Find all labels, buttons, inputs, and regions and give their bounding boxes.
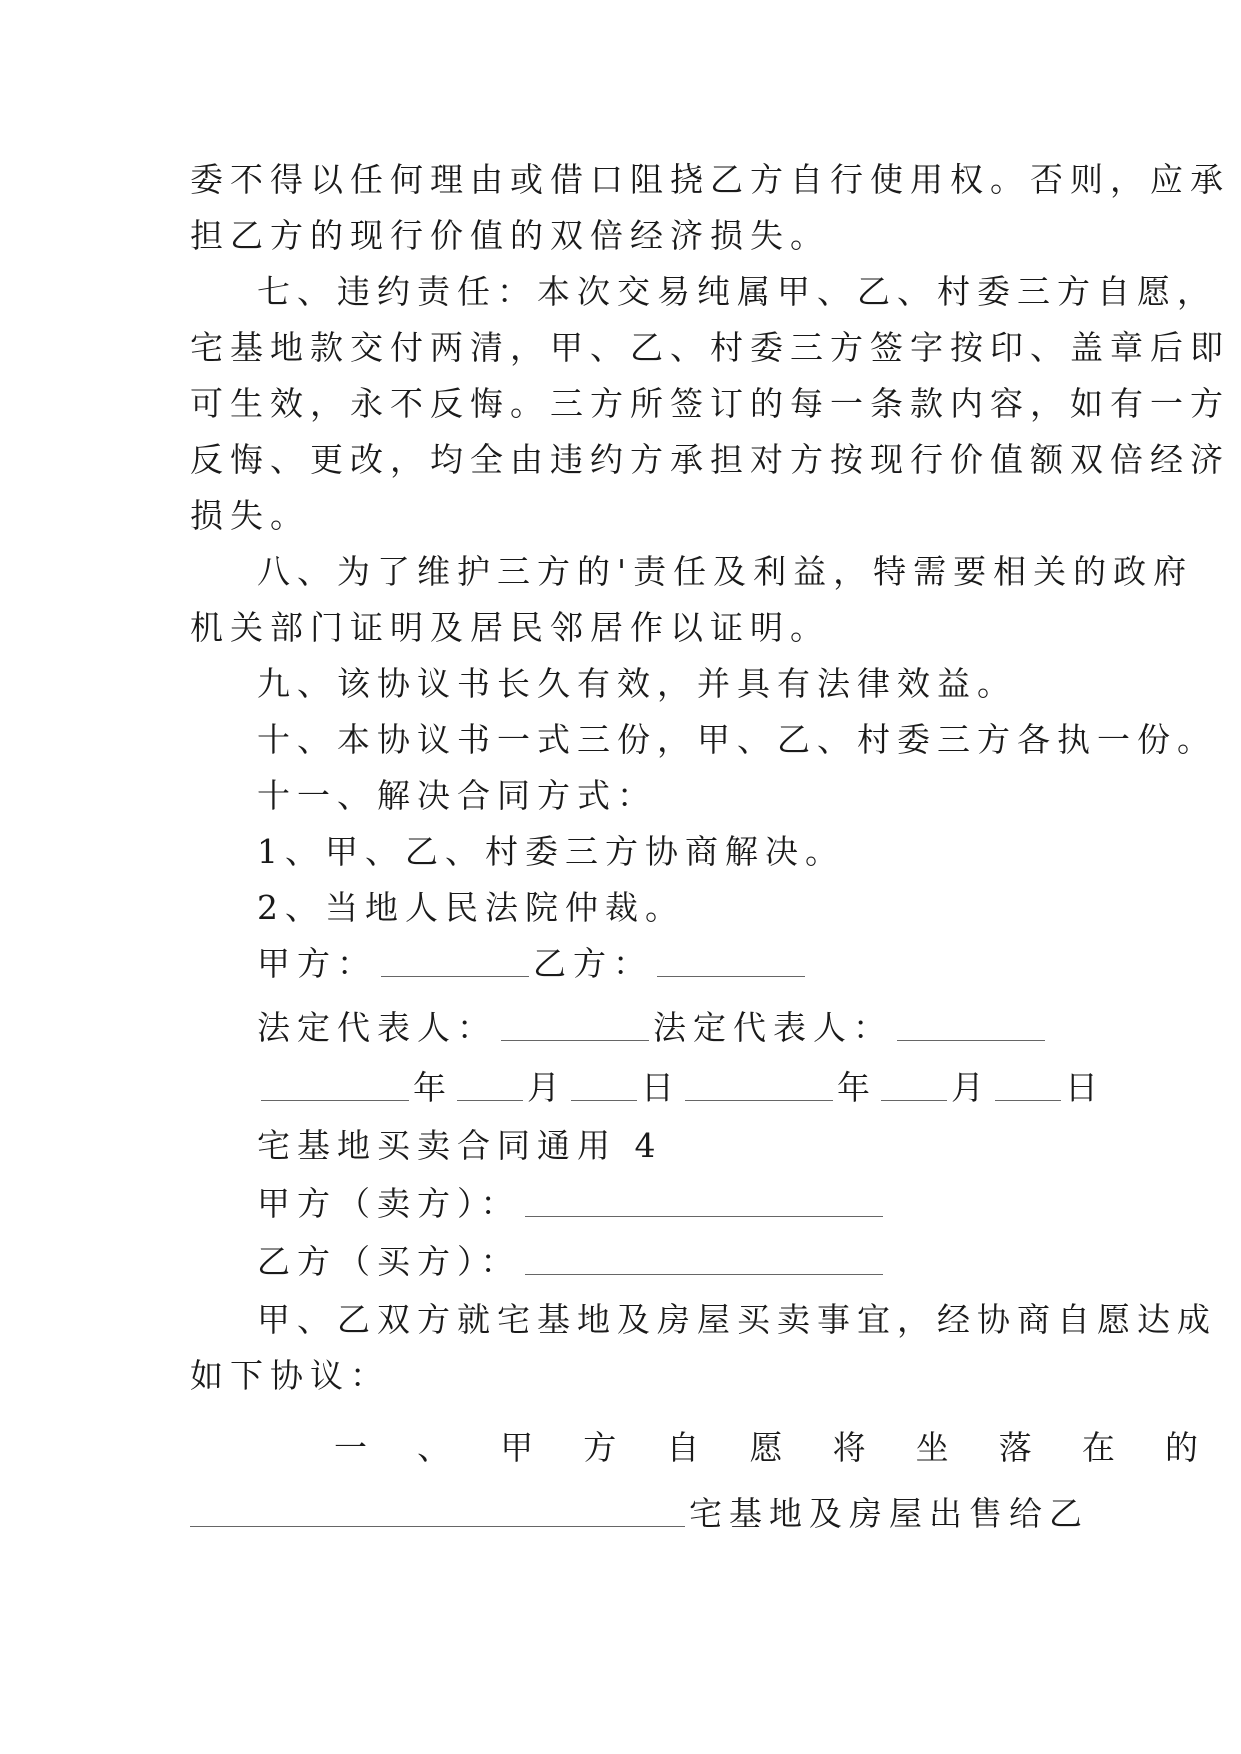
month-label: 月 [527,1068,567,1107]
clause-1-tail: 宅基地及房屋出售给乙 [689,1494,1089,1533]
rep-a-label: 法定代表人： [257,1008,497,1047]
clause-char: 坐 [915,1428,949,1467]
seller-line [257,1176,887,1232]
year-label: 年 [413,1068,453,1107]
clause-char: 自 [666,1428,700,1467]
day-b-blank [995,1060,1061,1101]
party-b-blank [657,936,805,977]
clause-9: 九、该协议书长久有效，并具有法律效益。 [257,664,1017,703]
clause-1-line [334,1420,1198,1476]
paragraph-line [190,1486,1089,1542]
intro-paragraph: 甲、乙双方就宅基地及房屋买卖事宜，经协商自愿达成 [257,1300,1217,1339]
clause-char: 的 [1164,1428,1198,1467]
clause-char: 一 [334,1428,367,1467]
location-blank [190,1486,685,1527]
paragraph-line: 反悔、更改，均全由违约方承担对方按现行价值额双倍经济 [190,440,1230,479]
rep-b-blank [897,1000,1045,1041]
section-title: 宅基地买卖合同通用 4 [257,1126,663,1165]
date-line [257,1060,1105,1116]
rep-b-label: 法定代表人： [653,1008,893,1047]
paragraph-line: 委不得以任何理由或借口阻挠乙方自行使用权。否则，应承 [190,160,1230,199]
month-b-blank [881,1060,947,1101]
month-label: 月 [951,1068,991,1107]
clause-10: 十、本协议书一式三份，甲、乙、村委三方各执一份。 [257,720,1217,759]
resolution-item-1: 1、甲、乙、村委三方协商解决。 [257,832,845,871]
day-label: 日 [1065,1068,1105,1107]
year-a-blank [261,1060,409,1101]
paragraph-line: 机关部门证明及居民邻居作以证明。 [190,608,830,647]
clause-char: 愿 [749,1428,783,1467]
rep-a-blank [501,1000,649,1041]
day-a-blank [571,1060,637,1101]
clause-11: 十一、解决合同方式： [257,776,657,815]
day-label: 日 [641,1068,681,1107]
clause-7: 七、违约责任：本次交易纯属甲、乙、村委三方自愿， [257,272,1217,311]
year-b-blank [685,1060,833,1101]
buyer-line [257,1234,887,1290]
seller-label: 甲方（卖方）： [257,1184,521,1223]
clause-char: 落 [998,1428,1032,1467]
seller-blank [525,1176,883,1217]
paragraph-line: 可生效，永不反悔。三方所签订的每一条款内容，如有一方 [190,384,1230,423]
clause-char: 将 [832,1428,866,1467]
party-a-blank [381,936,529,977]
clause-char: 甲 [500,1428,534,1467]
clause-8: 八、为了维护三方的'责任及利益，特需要相关的政府 [257,552,1194,591]
clause-char: 在 [1081,1428,1115,1467]
paragraph-line: 担乙方的现行价值的双倍经济损失。 [190,216,830,255]
paragraph-line: 损失。 [190,496,310,535]
year-label: 年 [837,1068,877,1107]
clause-char: 、 [417,1428,451,1467]
party-a-label: 甲方： [257,944,377,983]
party-signature-line [257,936,809,992]
paragraph-line: 宅基地款交付两清，甲、乙、村委三方签字按印、盖章后即 [190,328,1230,367]
party-b-label: 乙方： [533,944,653,983]
paragraph-line: 如下协议： [190,1356,390,1395]
representative-line [257,1000,1049,1056]
resolution-item-2: 2、当地人民法院仲裁。 [257,888,685,927]
buyer-label: 乙方（买方）： [257,1242,521,1281]
buyer-blank [525,1234,883,1275]
clause-char: 方 [583,1428,617,1467]
month-a-blank [457,1060,523,1101]
